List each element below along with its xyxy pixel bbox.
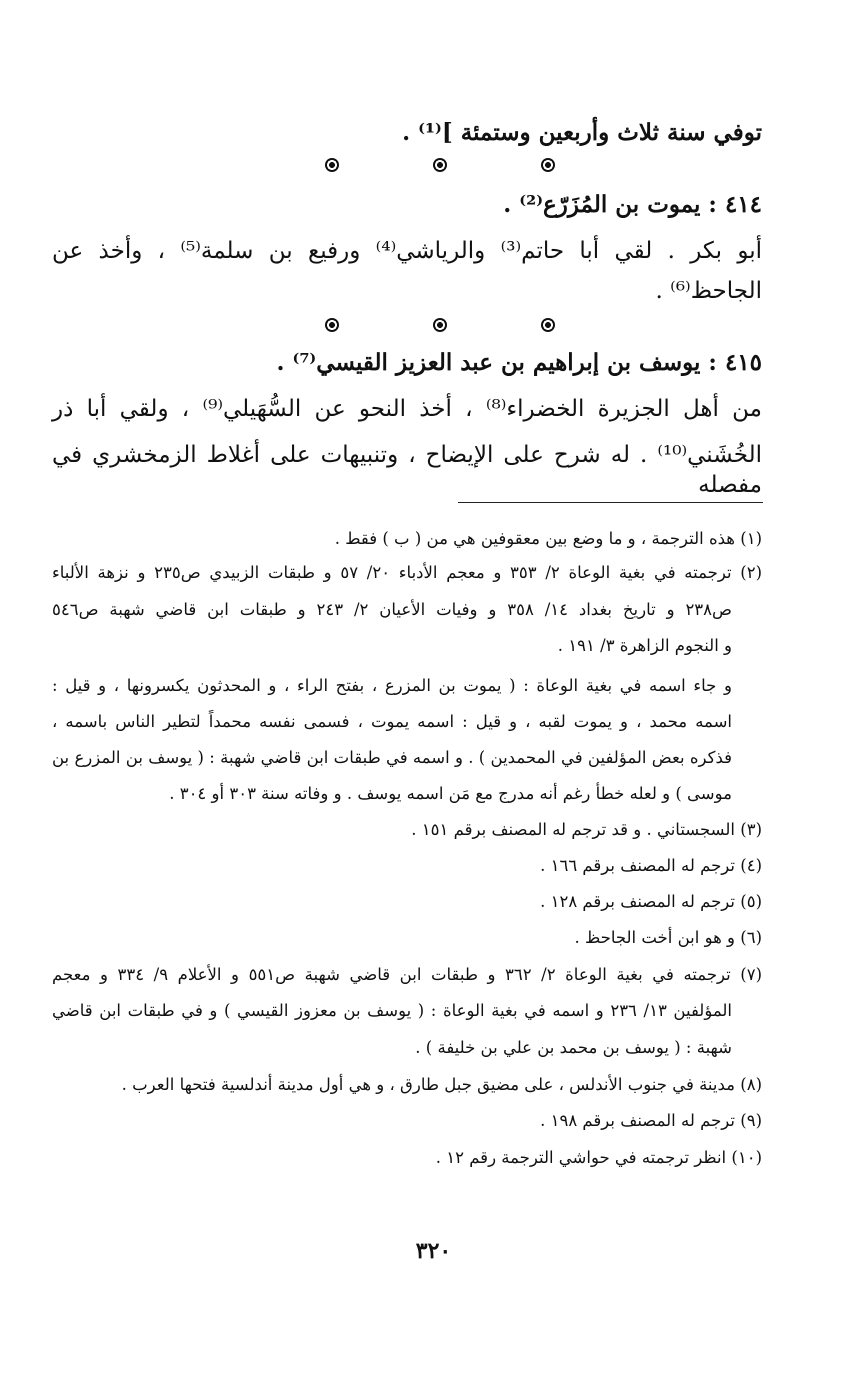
page-number: ٣٢٠: [415, 1238, 452, 1264]
ornament-icon: [541, 158, 555, 172]
entry-heading: ٤١٤ : يموت بن المُزَرّع⁽²⁾ .: [503, 191, 762, 218]
ornament-icon: [325, 318, 339, 332]
footnote-continuation: فذكره بعض المؤلفين في المحمدين ) . و اسمه في طبقات ابن قاضي شهبة : ( يوسف بن المزرع بن: [52, 748, 732, 767]
text-line: الجاحظ⁽⁶⁾ .: [655, 278, 762, 304]
footnote: (٨) مدينة في جنوب الأندلس ، على مضيق جبل طارق ، و هي أول مدينة أندلسية فتحها العرب .: [121, 1075, 762, 1094]
footnote: (٦) و هو ابن أخت الجاحظ .: [574, 928, 762, 947]
text-line: توفي سنة ثلاث وأربعين وستمئة ]⁽¹⁾ .: [402, 119, 762, 146]
footnote-continuation: و النجوم الزاهرة ٣/ ١٩١ .: [557, 636, 732, 655]
footnote: (٧) ترجمته في بغية الوعاة ٢/ ٣٦٢ و طبقات ابن قاضي شهبة ص٥٥١ و الأعلام ٩/ ٣٣٤ و معجم: [52, 965, 763, 984]
footnote-continuation: المؤلفين ١٣/ ٢٣٦ و اسمه في بغية الوعاة : ( يوسف بن معزوز القيسي ) و في طبقات ابن قاضي: [52, 1001, 732, 1020]
footnote: (٤) ترجم له المصنف برقم ١٦٦ .: [540, 856, 762, 875]
entry-heading: ٤١٥ : يوسف بن إبراهيم بن عبد العزيز القيسي⁽⁷⁾ .: [276, 349, 762, 376]
section-separator: [325, 158, 555, 172]
ornament-icon: [433, 318, 447, 332]
footnote-continuation: اسمه محمد ، و يموت لقبه ، و قيل : اسمه يموت ، فسمى نفسه محمداً لتطير الناس باسمه ،: [52, 712, 732, 731]
footnote: (٥) ترجم له المصنف برقم ١٢٨ .: [540, 892, 762, 911]
text-line: أبو بكر . لقي أبا حاتم⁽³⁾ والرياشي⁽⁴⁾ ورفيع بن سلمة⁽⁵⁾ ، وأخذ عن: [52, 238, 763, 264]
footnote-continuation: موسى ) و لعله خطأ رغم أنه مدرج مع مَن اسمه يوسف . و وفاته سنة ٣٠٣ أو ٣٠٤ .: [169, 784, 732, 803]
footnote-continuation: ص٢٣٨ و تاريخ بغداد ١٤/ ٣٥٨ و وفيات الأعيان ٢/ ٢٤٣ و طبقات ابن قاضي شهبة ص٥٤٦: [52, 600, 732, 619]
ornament-icon: [541, 318, 555, 332]
text-line: من أهل الجزيرة الخضراء⁽⁸⁾ ، أخذ النحو عن السُّهَيلي⁽⁹⁾ ، ولقي أبا ذر: [52, 396, 762, 422]
section-separator: [325, 318, 555, 332]
footnote-divider: [458, 502, 763, 503]
footnote-continuation: شهبة : ( يوسف بن محمد بن علي بن خليفة ) .: [415, 1038, 732, 1057]
ornament-icon: [325, 158, 339, 172]
footnote: (٣) السجستاني . و قد ترجم له المصنف برقم ١٥١ .: [411, 820, 762, 839]
footnote: (١) هذه الترجمة ، و ما وضع بين معقوفين هي من ( ب ) فقط .: [334, 529, 762, 548]
footnote: (١٠) انظر ترجمته في حواشي الترجمة رقم ١٢ .: [435, 1148, 762, 1167]
text-line: الخُشَني⁽¹⁰⁾ . له شرح على الإيضاح ، وتنبيهات على أغلاط الزمخشري في مفصله: [52, 442, 762, 498]
footnote: (٩) ترجم له المصنف برقم ١٩٨ .: [540, 1111, 762, 1130]
ornament-icon: [433, 158, 447, 172]
footnote: (٢) ترجمته في بغية الوعاة ٢/ ٣٥٣ و معجم الأدباء ٢٠/ ٥٧ و طبقات الزبيدي ص٢٣٥ و نزهة الألباء: [52, 563, 763, 582]
footnote-continuation: و جاء اسمه في بغية الوعاة : ( يموت بن المزرع ، بفتح الراء ، و المحدثون يكسرونها ، و قيل :: [52, 676, 732, 695]
